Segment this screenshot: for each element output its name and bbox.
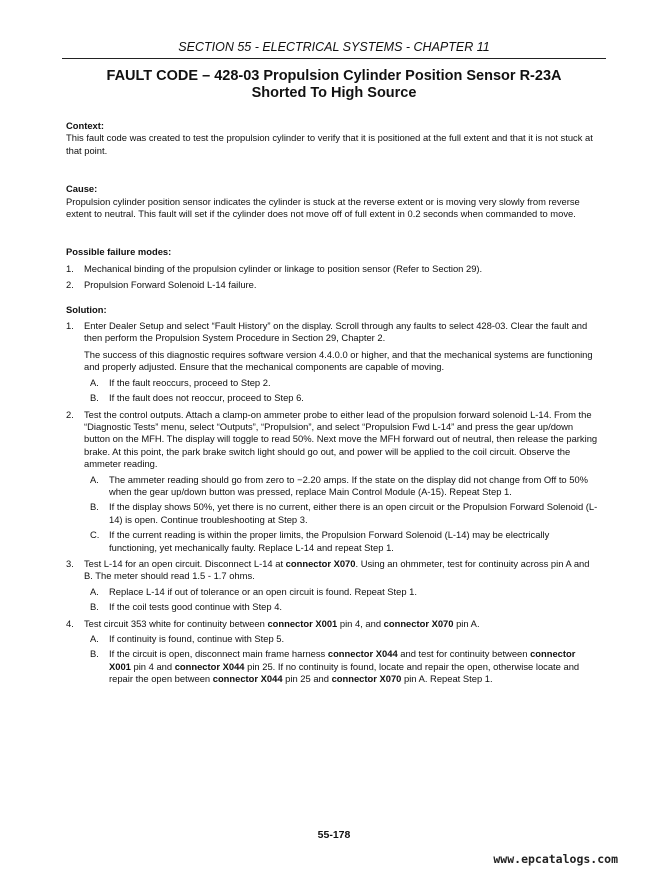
- sub-step-text: If continuity is found, continue with Step 5.: [109, 633, 285, 644]
- step-text: Test L-14 for an open circuit. Disconnect L-14 at connector X070. Using an ohmmeter, test for continuity across pin A and B. The meter should read 1.5 - 1.7 ohms.: [84, 557, 590, 582]
- step-number: 2.: [66, 408, 74, 420]
- sub-step-text: The ammeter reading should go from zero to −2.20 amps. If the state on the display did not change from Off to 50% when the gear up/down button was pressed, replace Main Control Module (A-15). Repeat Step 1.: [109, 473, 589, 497]
- failure-mode-item: [66, 263, 598, 275]
- solution-step: [66, 558, 598, 614]
- sub-step-letter: B.: [90, 601, 99, 613]
- sub-step: [84, 648, 598, 685]
- sub-step: [84, 529, 598, 554]
- connector-ref: connector X001: [267, 617, 338, 629]
- step-number: 3.: [66, 557, 74, 569]
- sub-step: [84, 377, 598, 389]
- connector-ref: connector X044: [174, 660, 245, 672]
- step-number: 1.: [66, 320, 74, 332]
- sub-step: [84, 392, 598, 404]
- connector-ref: connector X044: [327, 648, 398, 660]
- sub-step-letter: A.: [90, 633, 99, 644]
- context-text: This fault code was created to test the propulsion cylinder to verify that it is positioned at the full extent and that it is not stuck at that point.: [66, 132, 593, 156]
- sub-step-letter: B.: [90, 392, 99, 404]
- title-line-2: Shorted To High Source: [251, 85, 417, 101]
- item-number: 2.: [66, 279, 74, 291]
- page-title: [60, 68, 608, 102]
- step-number: 4.: [66, 617, 74, 629]
- sub-step: [84, 601, 598, 613]
- context-heading: Context:: [66, 120, 105, 131]
- sub-step-letter: C.: [90, 529, 100, 541]
- sub-step-text: If the coil tests good continue with Step 4.: [109, 601, 283, 613]
- connector-ref: connector X070: [331, 673, 402, 685]
- connector-ref: connector X070: [285, 557, 356, 569]
- failure-mode-item: [66, 279, 598, 291]
- sub-step-text: If the fault does not reoccur, proceed to Step 6.: [109, 392, 304, 404]
- sub-step-letter: A.: [90, 585, 99, 597]
- sub-step-text: If the circuit is open, disconnect main frame harness connector X044 and test for continuity between connector X001 pin 4 and connector X044 pin 25. If no continuity is found, locate and repair the open, otherwise locate and repair the open between connector X044 pin 25 and connector X070 pin A. Repeat Step 1.: [109, 648, 580, 685]
- sub-step: [84, 633, 598, 645]
- solution-step: [66, 409, 598, 554]
- connector-ref: connector X044: [212, 673, 283, 685]
- sub-step: [84, 474, 598, 499]
- sub-step-letter: B.: [90, 501, 99, 513]
- connector-ref: connector X070: [383, 617, 454, 629]
- connector-ref: connector X001: [109, 648, 576, 672]
- document-body: [66, 120, 598, 686]
- sub-step-letter: A.: [90, 473, 99, 485]
- sub-step-letter: B.: [90, 648, 99, 660]
- sub-step-text: If the fault reoccurs, proceed to Step 2.: [109, 376, 271, 388]
- sub-step-text: If the current reading is within the proper limits, the Propulsion Forward Solenoid (L-14) may be electrically functioning, yet mechanically faulty. Replace L-14 and repeat Step 1.: [109, 529, 550, 553]
- step-text: Enter Dealer Setup and select “Fault History” on the display. Scroll through any faults to select 428-03. Clear the fault and then perform the Propulsion System Procedure in Section 29, Chapter 2.: [84, 320, 588, 344]
- section-header: SECTION 55 - ELECTRICAL SYSTEMS - CHAPTER 11: [178, 40, 490, 54]
- step-text: Test the control outputs. Attach a clamp-on ammeter probe to either lead of the propulsion forward solenoid L-14. From the “Diagnostic Tests” menu, select “Outputs”, “Propulsion”, and select “Propulsion Fwd L-14” and press the gear up/down button on the MFH. The display will toggle to read 50%. Next move the MFH forward out of neutral, then release the parking brake. At this point, the park brake switch light should go out, and power will be applied to the coil circuit. Observe the ammeter reading.: [84, 408, 598, 470]
- sub-step-letter: A.: [90, 376, 99, 388]
- item-text: Mechanical binding of the propulsion cylinder or linkage to position sensor (Refer to Section 29).: [84, 262, 483, 274]
- step-note: The success of this diagnostic requires software version 4.4.0.0 or higher, and that the mechanical systems are functioning and properly adjusted. Ensure that the mechanical components are capable of moving.: [84, 348, 593, 373]
- solution-heading: Solution:: [66, 303, 107, 315]
- sub-step: [84, 586, 598, 598]
- cause-heading: Cause:: [66, 183, 98, 195]
- cause-text: Propulsion cylinder position sensor indicates the cylinder is stuck at the reverse extent or is moving very slowly from reverse extent to neutral. This fault will set if the cylinder does not move off of full extent in 0.2 seconds when commanded to move.: [66, 195, 580, 220]
- sub-step: [84, 501, 598, 526]
- item-text: Propulsion Forward Solenoid L-14 failure.: [84, 279, 257, 291]
- sub-step-text: If the display shows 50%, yet there is no current, either there is an open circuit or the Propulsion Forward Solenoid (L-14) is open. Continue troubleshooting at Step 3.: [109, 501, 598, 525]
- step-text: Test circuit 353 white for continuity between connector X001 pin 4, and connector X070 pin A.: [84, 617, 480, 629]
- header-rule: [62, 58, 606, 59]
- title-line-1: FAULT CODE – 428-03 Propulsion Cylinder Position Sensor R-23A: [106, 68, 562, 84]
- failure-modes-heading: Possible failure modes:: [66, 246, 172, 258]
- page-number: 55-178: [317, 829, 351, 841]
- sub-step-text: Replace L-14 if out of tolerance or an open circuit is found. Repeat Step 1.: [109, 585, 418, 597]
- solution-step: [66, 320, 598, 404]
- watermark: www.epcatalogs.com: [493, 852, 618, 866]
- solution-step: [66, 618, 598, 686]
- item-number: 1.: [66, 262, 74, 274]
